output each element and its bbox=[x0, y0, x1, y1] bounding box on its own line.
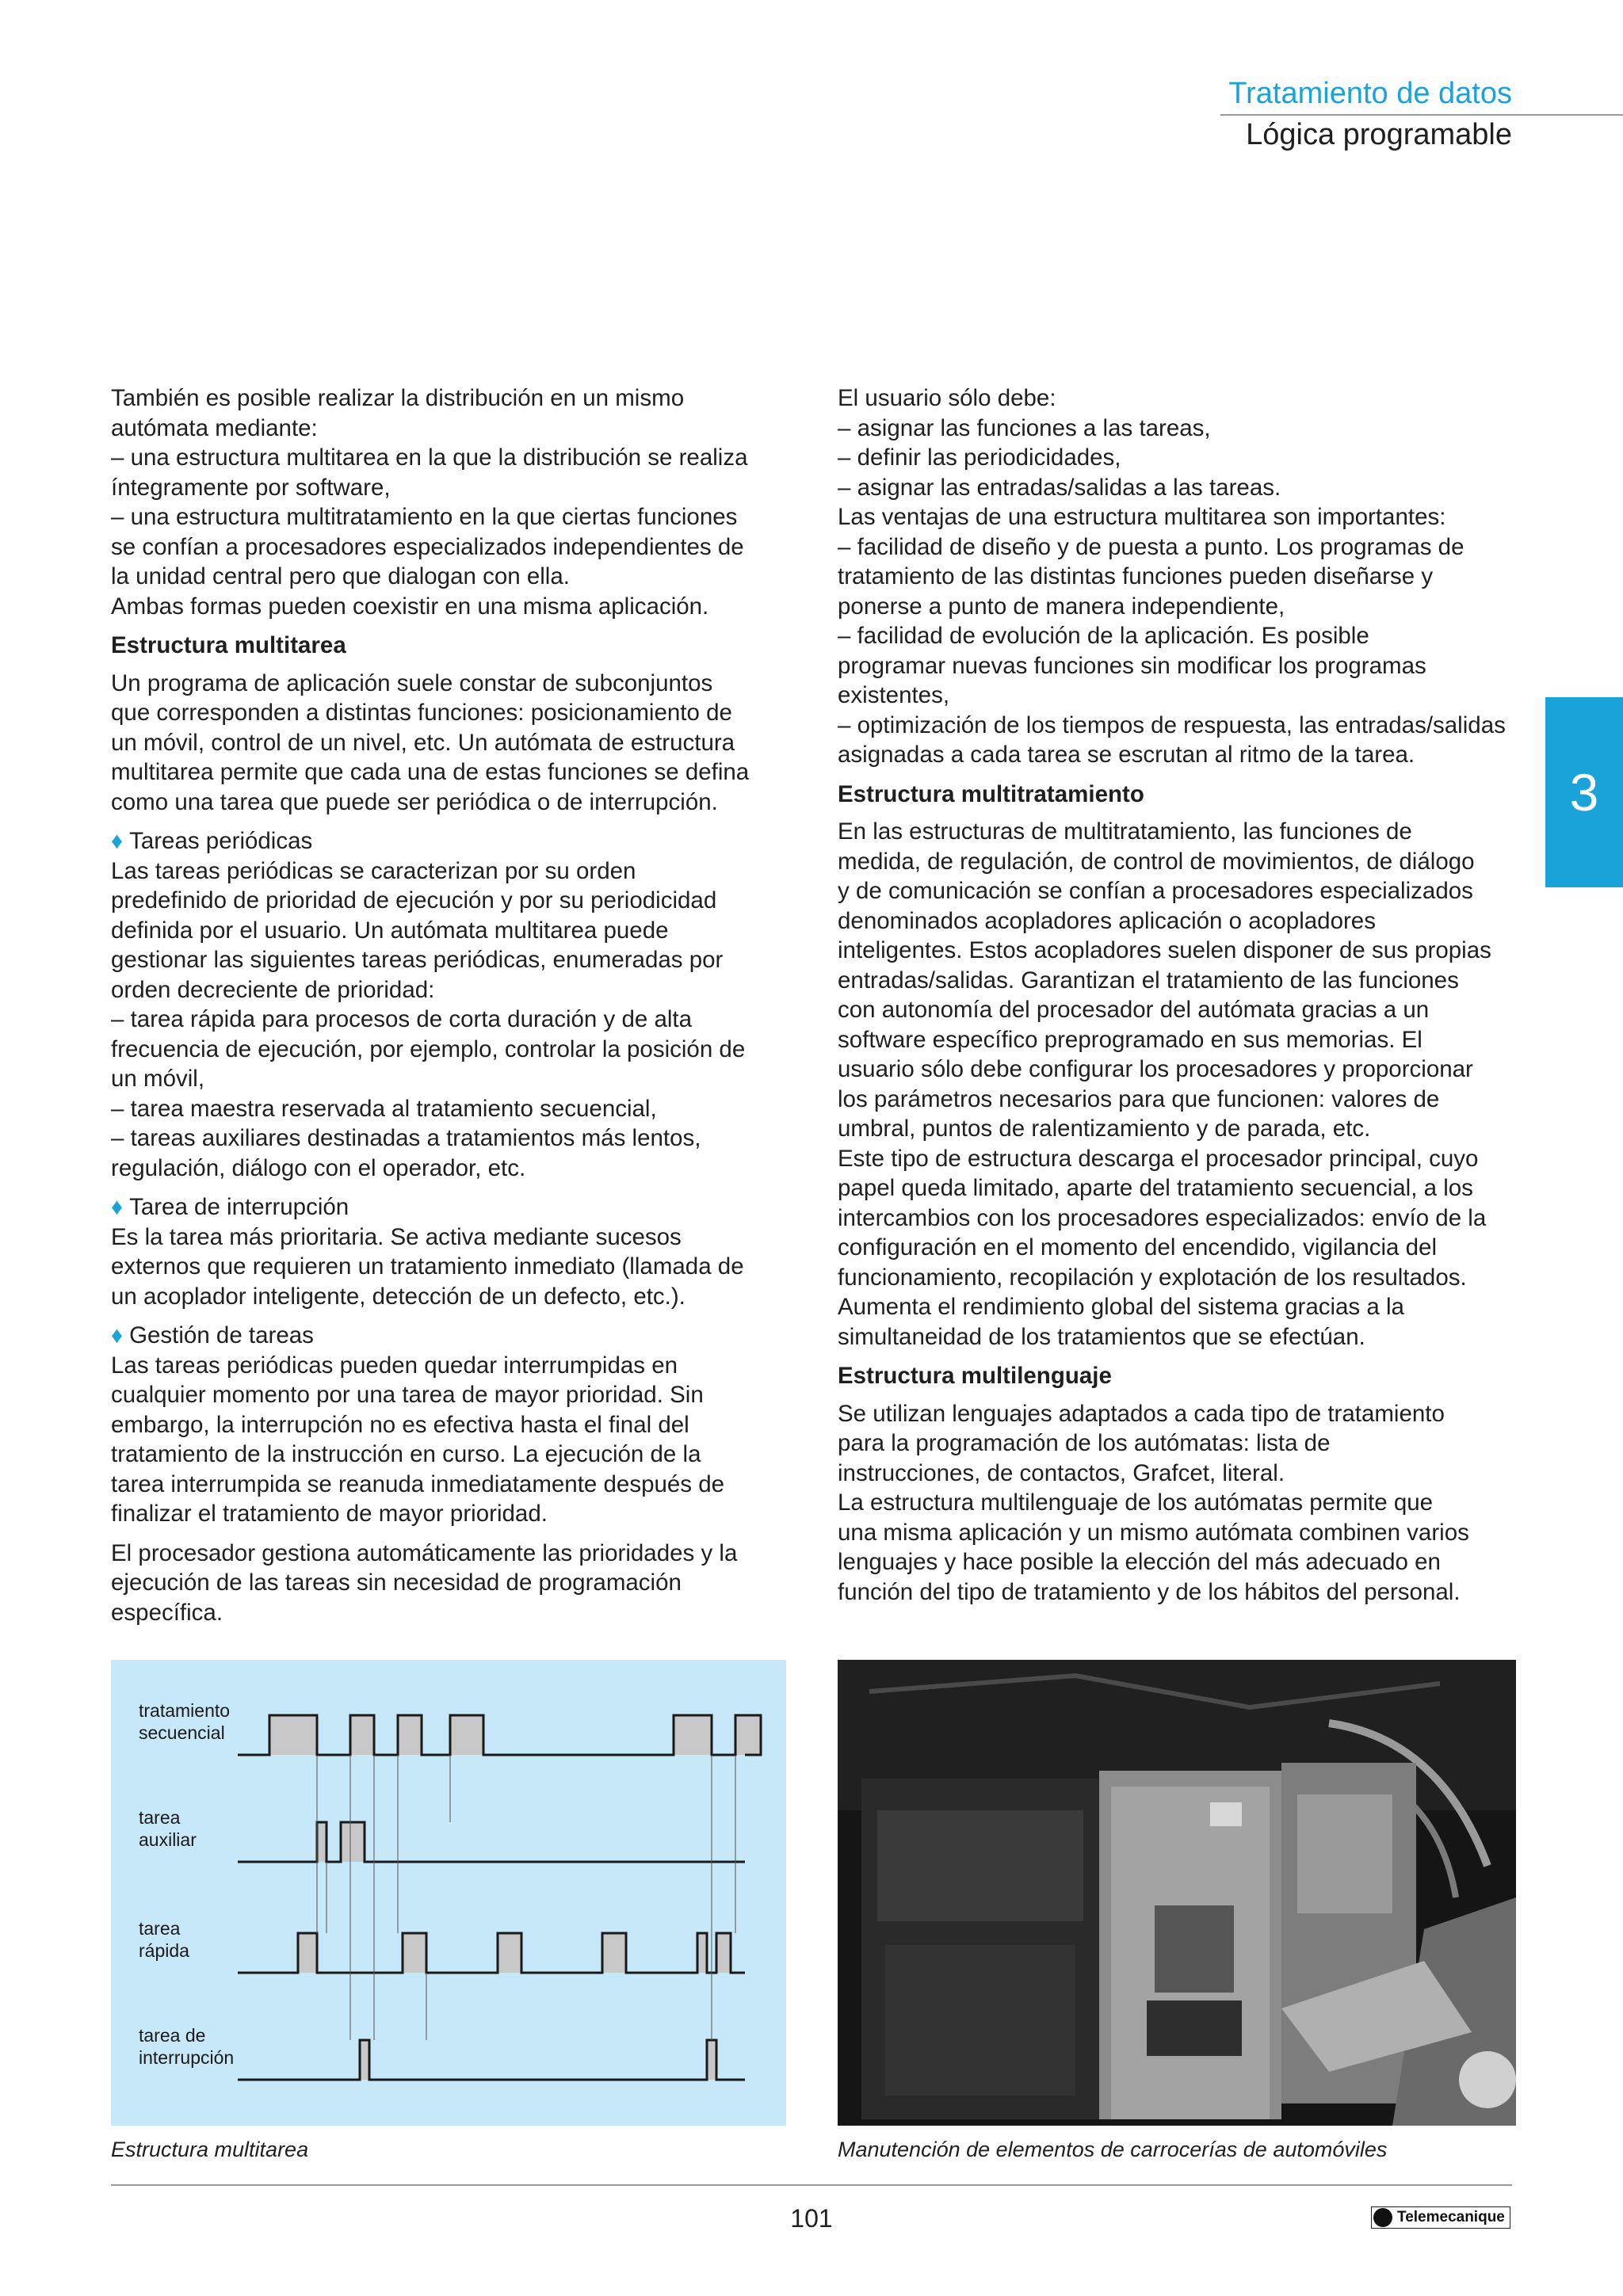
text-line: Se utilizan lenguajes adaptados a cada tipo de tratamiento bbox=[838, 1400, 1445, 1427]
text-line: embargo, la interrupción no es efectiva hasta el final del bbox=[111, 1411, 689, 1438]
row-label: tarea de bbox=[139, 2025, 206, 2046]
chapter-tab: 3 bbox=[1545, 697, 1623, 887]
header-rule bbox=[1220, 114, 1623, 116]
task-pulse bbox=[298, 1933, 317, 1973]
text-line: finalizar el tratamiento de mayor prioridad. bbox=[111, 1501, 548, 1527]
task-pulse bbox=[398, 1715, 422, 1755]
text-line: – tarea rápida para procesos de corta duración y de alta bbox=[111, 1006, 693, 1032]
text-line: El procesador gestiona automáticamente las prioridades y la bbox=[111, 1539, 738, 1566]
task-pulse bbox=[707, 2040, 716, 2080]
task-pulse bbox=[403, 1933, 426, 1973]
procesador-paragraph bbox=[111, 1539, 785, 1628]
text-line: – asignar las entradas/salidas a las tareas. bbox=[838, 474, 1281, 501]
text-line: multitarea permite que cada una de estas funciones se defina bbox=[111, 759, 750, 785]
text-line: predefinido de prioridad de ejecución y por su periodicidad bbox=[111, 887, 717, 913]
task-pulse bbox=[735, 1715, 761, 1755]
text-line: con autonomía del procesador del autómata gracias a un bbox=[838, 997, 1430, 1023]
text-line: frecuencia de ejecución, por ejemplo, controlar la posición de bbox=[111, 1035, 746, 1062]
task-pulse bbox=[350, 1715, 374, 1755]
text-line: – optimización de los tiempos de respuesta, las entradas/salidas bbox=[838, 711, 1506, 738]
brand-name: Telemecanique bbox=[1397, 2209, 1505, 2225]
header-section-title: Tratamiento de datos bbox=[1228, 77, 1512, 110]
task-pulse bbox=[602, 1933, 626, 1973]
text-line: funcionamiento, recopilación y explotación de los resultados. bbox=[838, 1264, 1467, 1291]
text-line: externos que requieren un tratamiento inmediato (llamada de bbox=[111, 1253, 744, 1280]
brand-logo bbox=[1371, 2206, 1510, 2229]
row-label: secuencial bbox=[139, 1722, 225, 1743]
task-pulse bbox=[317, 1822, 327, 1862]
text-line: denominados acopladores aplicación o acopladores bbox=[838, 907, 1376, 934]
text-line: definida por el usuario. Un autómata multitarea puede bbox=[111, 917, 669, 944]
text-line: se confían a procesadores especializados independientes de bbox=[111, 533, 744, 560]
heading-estructura-multitratamiento: Estructura multitratamiento bbox=[838, 780, 1144, 807]
row-label: rápida bbox=[139, 1940, 189, 1961]
text-line: medida, de regulación, de control de movimientos, de diálogo bbox=[838, 848, 1475, 875]
text-line: una misma aplicación y un mismo autómata combinen varios bbox=[838, 1519, 1469, 1546]
timing-diagram-svg bbox=[111, 1660, 786, 2126]
signal-line bbox=[238, 2040, 745, 2080]
text-line: La estructura multilenguaje de los autómatas permite que bbox=[838, 1489, 1434, 1516]
text-line: intercambios con los procesadores especializados: envío de la bbox=[838, 1204, 1487, 1231]
tareas-periodicas-title: Tareas periódicas bbox=[129, 828, 313, 854]
text-line: Las tareas periódicas se caracterizan por su orden bbox=[111, 857, 636, 884]
text-line: – tarea maestra reservada al tratamiento secuencial, bbox=[111, 1095, 657, 1122]
text-line: Las tareas periódicas pueden quedar interrumpidas en bbox=[111, 1352, 678, 1379]
task-pulse bbox=[498, 1933, 521, 1973]
multitarea-paragraph bbox=[111, 669, 785, 818]
text-line: configuración en el momento del encendido, vigilancia del bbox=[838, 1234, 1438, 1261]
page-number: 101 bbox=[790, 2204, 833, 2233]
task-pulse bbox=[269, 1715, 317, 1755]
text-line: programar nuevas funciones sin modificar los programas bbox=[838, 652, 1426, 679]
text-line: software específico preprogramado en sus memorias. El bbox=[838, 1026, 1423, 1053]
text-line: íntegramente por software, bbox=[111, 474, 391, 501]
text-line: – tareas auxiliares destinadas a tratamientos más lentos, bbox=[111, 1125, 701, 1151]
text-line: existentes, bbox=[838, 682, 950, 708]
text-line: que corresponden a distintas funciones: posicionamiento de bbox=[111, 700, 732, 726]
text-line: ejecución de las tareas sin necesidad de programación bbox=[111, 1569, 682, 1596]
tareas-periodicas-body bbox=[111, 856, 785, 1184]
left-column bbox=[111, 383, 785, 1637]
text-line: En las estructuras de multitratamiento, las funciones de bbox=[838, 818, 1412, 845]
task-pulse bbox=[360, 2040, 369, 2080]
text-line: Un programa de aplicación suele constar de subconjuntos bbox=[111, 669, 713, 696]
timing-row bbox=[139, 1700, 761, 1755]
text-line: También es posible realizar la distribución en un mismo bbox=[111, 385, 685, 411]
text-line: – facilidad de evolución de la aplicación. Es posible bbox=[838, 623, 1369, 649]
text-line: un móvil, bbox=[111, 1066, 205, 1092]
text-line: papel queda limitado, aparte del tratamiento secuencial, a los bbox=[838, 1175, 1473, 1201]
text-line: Aumenta el rendimiento global del sistema gracias a la bbox=[838, 1294, 1404, 1320]
control-cabinet-photo-illustration bbox=[838, 1660, 1516, 2126]
tareas-periodicas-paragraph bbox=[111, 826, 785, 1183]
right-column bbox=[838, 383, 1511, 1616]
intro-paragraph bbox=[111, 383, 785, 621]
row-label: tratamiento bbox=[139, 1700, 231, 1721]
text-line: Las ventajas de una estructura multitarea son importantes: bbox=[838, 504, 1446, 530]
text-line: – facilidad de diseño y de puesta a punto. Los programas de bbox=[838, 533, 1465, 560]
text-line: – asignar las funciones a las tareas, bbox=[838, 414, 1211, 441]
multitratamiento-paragraph bbox=[838, 817, 1511, 1352]
gestion-tareas-title: Gestión de tareas bbox=[129, 1322, 314, 1348]
multitask-timing-diagram bbox=[111, 1660, 786, 2126]
timing-row bbox=[139, 1807, 745, 1862]
task-pulse bbox=[450, 1715, 483, 1755]
text-line: un acoplador inteligente, detección de un defecto, etc.). bbox=[111, 1283, 685, 1310]
text-line: simultaneidad de los tratamientos que se efectúan. bbox=[838, 1323, 1365, 1350]
timing-row bbox=[139, 1918, 745, 1973]
gestion-tareas-paragraph bbox=[111, 1321, 785, 1529]
diamond-bullet-icon: ♦ bbox=[111, 1322, 124, 1348]
row-label: tarea bbox=[139, 1807, 181, 1828]
text-line: tratamiento de la instrucción en curso. La ejecución de la bbox=[111, 1441, 701, 1467]
text-line: – definir las periodicidades, bbox=[838, 444, 1121, 471]
multilenguaje-paragraph bbox=[838, 1399, 1511, 1608]
tarea-interrupcion-body bbox=[111, 1222, 785, 1312]
text-line: un móvil, control de un nivel, etc. Un autómata de estructura bbox=[111, 729, 735, 756]
text-line: entradas/salidas. Garantizan el tratamiento de las funciones bbox=[838, 967, 1459, 994]
text-line: como una tarea que puede ser periódica o de interrupción. bbox=[111, 788, 718, 815]
task-pulse bbox=[341, 1822, 365, 1862]
telemecanique-logo-icon bbox=[1373, 2208, 1392, 2227]
text-line: función del tipo de tratamiento y de los hábitos del personal. bbox=[838, 1578, 1461, 1605]
diamond-bullet-icon: ♦ bbox=[111, 828, 124, 854]
text-line: Ambas formas pueden coexistir en una misma aplicación. bbox=[111, 593, 709, 620]
header-subsection-title: Lógica programable bbox=[1246, 118, 1512, 151]
heading-estructura-multitarea: Estructura multitarea bbox=[111, 632, 346, 658]
footer-rule bbox=[111, 2184, 1512, 2186]
text-line: El usuario sólo debe: bbox=[838, 385, 1056, 411]
row-label: tarea bbox=[139, 1918, 181, 1939]
text-line: tratamiento de las distintas funciones pueden diseñarse y bbox=[838, 563, 1434, 589]
text-line: para la programación de los autómatas: lista de bbox=[838, 1430, 1331, 1456]
text-line: usuario sólo debe configurar los procesadores y proporcionar bbox=[838, 1056, 1473, 1082]
text-line: – una estructura multitratamiento en la que ciertas funciones bbox=[111, 504, 738, 530]
text-line: los parámetros necesarios para que funcionen: valores de bbox=[838, 1085, 1440, 1112]
signal-line bbox=[238, 1822, 745, 1862]
text-line: tarea interrumpida se reanuda inmediatamente después de bbox=[111, 1470, 725, 1497]
heading-estructura-multilenguaje: Estructura multilenguaje bbox=[838, 1363, 1112, 1389]
text-line: específica. bbox=[111, 1599, 223, 1626]
text-line: asignadas a cada tarea se escrutan al ritmo de la tarea. bbox=[838, 742, 1415, 768]
text-line: regulación, diálogo con el operador, etc. bbox=[111, 1154, 526, 1181]
task-pulse bbox=[674, 1715, 712, 1755]
tarea-interrupcion-title: Tarea de interrupción bbox=[129, 1194, 349, 1220]
diagram-caption: Estructura multitarea bbox=[111, 2138, 309, 2161]
row-label: auxiliar bbox=[139, 1829, 197, 1850]
timing-row bbox=[139, 2025, 745, 2080]
text-line: y de comunicación se confían a procesadores especializados bbox=[838, 878, 1473, 904]
task-pulse bbox=[716, 1933, 731, 1973]
photo-caption: Manutención de elementos de carrocerías de automóviles bbox=[838, 2138, 1388, 2161]
text-line: umbral, puntos de ralentizamiento y de parada, etc. bbox=[838, 1116, 1371, 1142]
text-line: ponerse a punto de manera independiente, bbox=[838, 593, 1285, 620]
text-line: gestionar las siguientes tareas periódicas, enumeradas por bbox=[111, 947, 724, 973]
text-line: autómata mediante: bbox=[111, 414, 318, 441]
usuario-paragraph bbox=[838, 383, 1511, 770]
plant-photo bbox=[838, 1660, 1516, 2126]
row-label: interrupción bbox=[139, 2047, 235, 2068]
text-line: lenguajes y hace posible la elección del más adecuado en bbox=[838, 1549, 1441, 1575]
text-line: instrucciones, de contactos, Grafcet, literal. bbox=[838, 1459, 1285, 1486]
gestion-tareas-body bbox=[111, 1351, 785, 1529]
text-line: – una estructura multitarea en la que la distribución se realiza bbox=[111, 444, 748, 471]
text-line: Este tipo de estructura descarga el procesador principal, cuyo bbox=[838, 1145, 1479, 1172]
text-line: orden decreciente de prioridad: bbox=[111, 976, 435, 1003]
task-pulse bbox=[697, 1933, 707, 1973]
text-line: inteligentes. Estos acopladores suelen disponer de sus propias bbox=[838, 937, 1491, 963]
diamond-bullet-icon: ♦ bbox=[111, 1194, 124, 1220]
tarea-interrupcion-paragraph bbox=[111, 1192, 785, 1311]
text-line: cualquier momento por una tarea de mayor prioridad. Sin bbox=[111, 1382, 704, 1408]
text-line: Es la tarea más prioritaria. Se activa mediante sucesos bbox=[111, 1223, 682, 1250]
text-line: la unidad central pero que dialogan con ella. bbox=[111, 563, 570, 589]
